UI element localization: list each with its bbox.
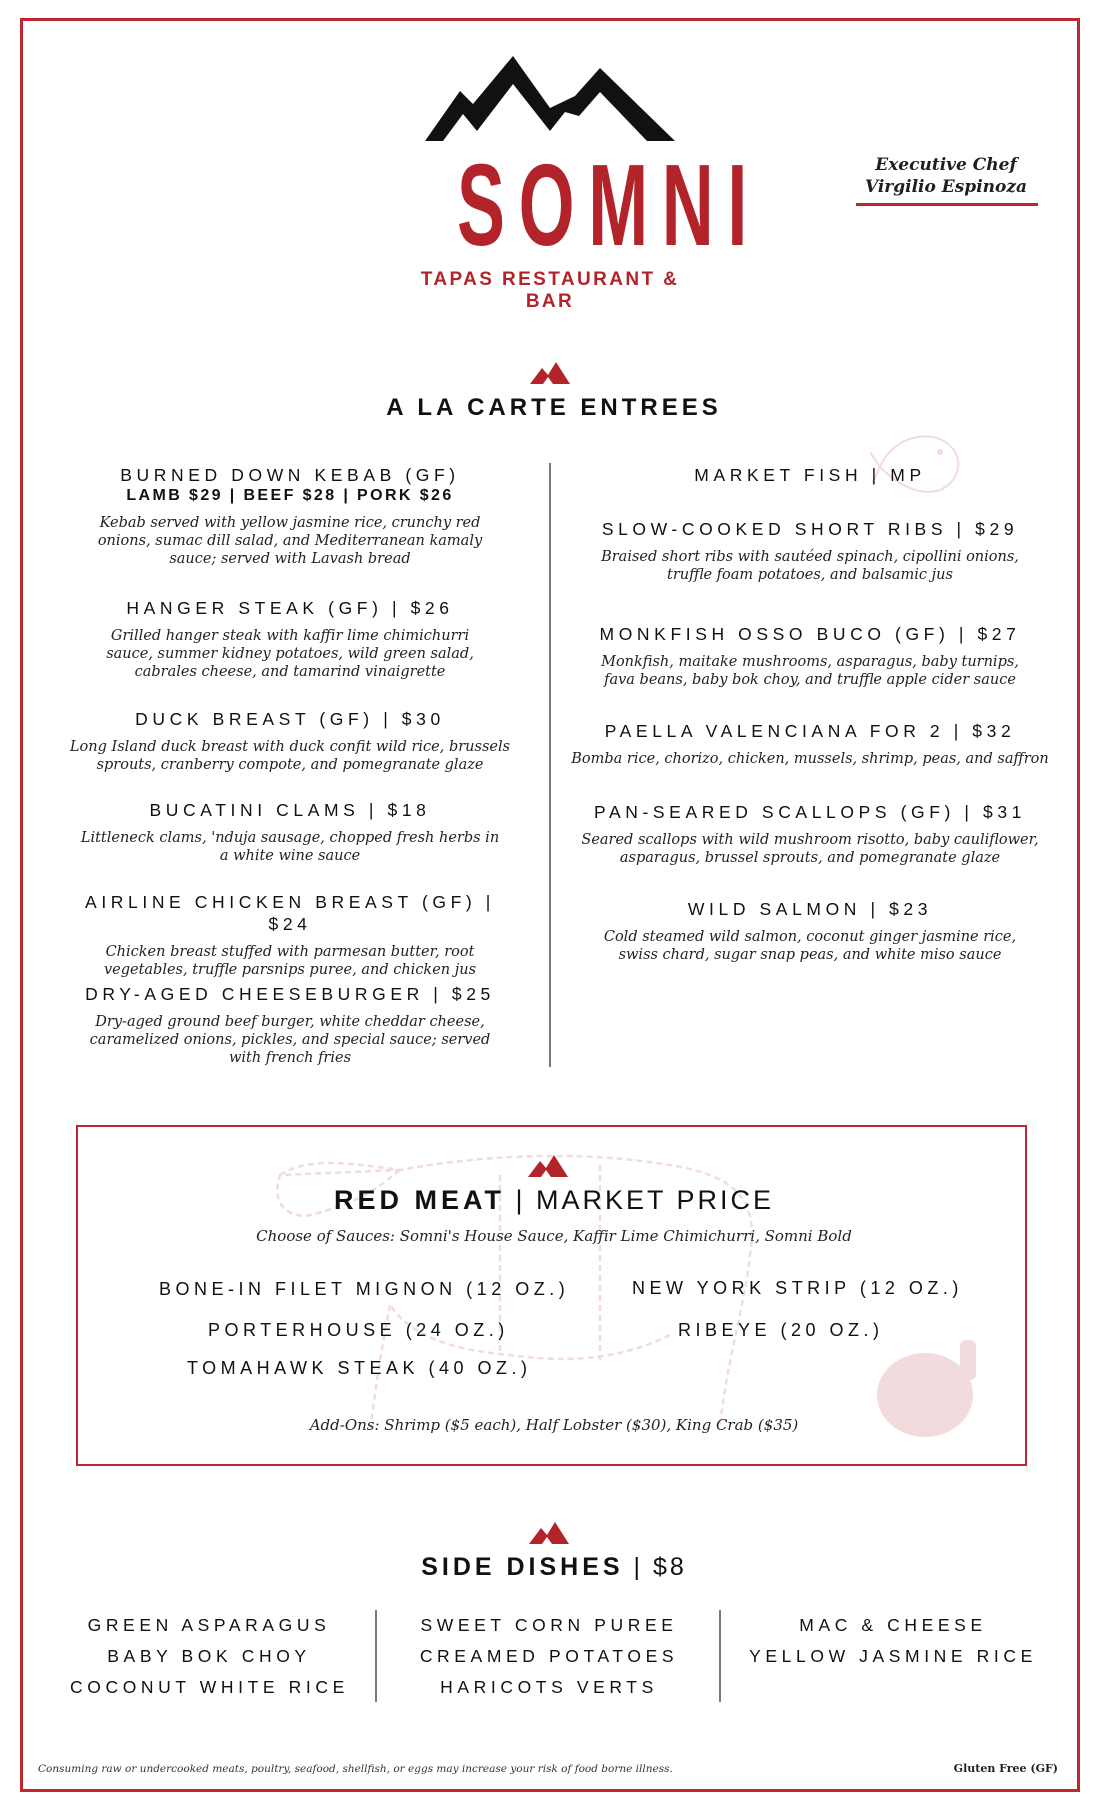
entree-paella-valenciana	[566, 720, 1054, 768]
cut-porterhouse: PORTERHOUSE (24 OZ.)	[208, 1320, 509, 1340]
entree-burned-down-kebab	[72, 464, 508, 568]
entree-name: BUCATINI CLAMS | $18	[149, 800, 431, 820]
side-item: COCONUT WHITE RICE	[70, 1677, 349, 1697]
side-item: YELLOW JASMINE RICE	[749, 1646, 1037, 1666]
entree-monkfish-osso-buco	[580, 623, 1040, 689]
entree-description: Bomba rice, chorizo, chicken, mussels, shrimp, peas, and saffron	[571, 751, 1049, 767]
side-item: MAC & CHEESE	[799, 1615, 987, 1635]
entree-name: DRY-AGED CHEESEBURGER | $25	[85, 984, 495, 1004]
mountain-divider-icon	[530, 362, 570, 384]
chef-title: Executive Chef	[875, 155, 1017, 175]
entrees-column-divider	[549, 463, 551, 1067]
entree-description: Braised short ribs with sautéed spinach, cipollini onions, truffle foam potatoes, and balsamic jus	[601, 549, 1019, 583]
side-item: CREAMED POTATOES	[419, 1646, 679, 1666]
entree-slow-cooked-short-ribs	[580, 518, 1040, 584]
cut-bone-in-filet-mignon: BONE-IN FILET MIGNON (12 OZ.)	[159, 1279, 570, 1299]
side-item: BABY BOK CHOY	[107, 1646, 311, 1666]
entree-name: BURNED DOWN KEBAB (GF)	[120, 465, 460, 485]
side-item: GREEN ASPARAGUS	[87, 1615, 331, 1635]
entree-description: Seared scallops with wild mushroom risotto, baby cauliflower, asparagus, brussel sprouts, and pomegranate glaze	[581, 832, 1039, 866]
side-dishes-title-bold: SIDE DISHES	[421, 1553, 624, 1581]
entree-market-fish	[580, 464, 1040, 486]
side-item: HARICOTS VERTS	[440, 1677, 658, 1697]
entree-description: Long Island duck breast with duck confit wild rice, brussels sprouts, cranberry compote, and pomegranate glaze	[69, 739, 511, 773]
red-meat-title-price: | MARKET PRICE	[515, 1185, 775, 1215]
entree-name: SLOW-COOKED SHORT RIBS | $29	[601, 519, 1019, 539]
chef-name: Virgilio Espinoza	[864, 177, 1028, 197]
sides-column-divider	[375, 1610, 377, 1702]
add-ons: Add-Ons: Shrimp ($5 each), Half Lobster ($30), King Crab ($35)	[309, 1416, 799, 1434]
fish-illustration-icon	[870, 422, 966, 498]
entree-description: Monkfish, maitake mushrooms, asparagus, baby turnips, fava beans, baby bok choy, and truffle apple cider sauce	[601, 654, 1019, 688]
sauce-options: Choose of Sauces: Somni's House Sauce, Kaffir Lime Chimichurri, Somni Bold	[256, 1227, 852, 1245]
sides-column-2	[404, 1610, 694, 1703]
restaurant-logo	[400, 56, 761, 313]
chef-credit	[852, 154, 1040, 198]
red-meat-title	[0, 1185, 1108, 1216]
entree-name: PAELLA VALENCIANA FOR 2 | $32	[604, 721, 1016, 741]
mountain-divider-icon	[528, 1155, 568, 1177]
entree-name: DUCK BREAST (GF) | $30	[135, 709, 445, 729]
entree-name: WILD SALMON | $23	[687, 899, 933, 919]
side-dishes-price: | $8	[633, 1553, 687, 1581]
chef-underline	[856, 203, 1038, 206]
entree-name: AIRLINE CHICKEN BREAST (GF) | $24	[85, 892, 495, 934]
entree-pan-seared-scallops	[580, 801, 1040, 867]
sides-column-1	[70, 1610, 348, 1703]
entree-hanger-steak	[72, 597, 508, 681]
sides-column-divider	[719, 1610, 721, 1702]
mountain-divider-icon	[529, 1522, 569, 1544]
restaurant-subtitle: TAPAS RESTAURANT & BAR	[420, 269, 680, 312]
restaurant-name: SOMNI	[457, 140, 761, 270]
entree-bucatini-clams	[72, 799, 508, 865]
entree-wild-salmon	[580, 898, 1040, 964]
side-dishes-title	[0, 1553, 1108, 1582]
food-safety-disclaimer: Consuming raw or undercooked meats, poultry, seafood, shellfish, or eggs may increase your risk of food borne illness.	[38, 1763, 673, 1775]
entree-description: Kebab served with yellow jasmine rice, crunchy red onions, sumac dill salad, and Mediterranean kamaly sauce; served with Lavash bread	[97, 515, 483, 567]
entree-dry-aged-cheeseburger	[72, 983, 508, 1067]
entree-airline-chicken-breast	[72, 891, 508, 979]
entree-description: Littleneck clams, 'nduja sausage, chopped fresh herbs in a white wine sauce	[80, 830, 500, 864]
mountain-icon	[425, 56, 675, 141]
entree-description: Chicken breast stuffed with parmesan butter, root vegetables, truffle parsnips puree, and chicken jus	[103, 944, 477, 978]
entree-name: PAN-SEARED SCALLOPS (GF) | $31	[593, 802, 1027, 822]
red-meat-title-bold: RED MEAT	[333, 1185, 505, 1215]
side-item: SWEET CORN PUREE	[420, 1615, 678, 1635]
entree-description: Dry-aged ground beef burger, white cheddar cheese, caramelized onions, pickles, and special sauce; served with french fries	[89, 1014, 491, 1066]
entrees-title: A LA CARTE ENTREES	[386, 394, 722, 421]
gluten-free-legend: Gluten Free (GF)	[953, 1762, 1058, 1775]
sides-column-3	[748, 1610, 1038, 1672]
entree-description: Cold steamed wild salmon, coconut ginger jasmine rice, swiss chard, sugar snap peas, and white miso sauce	[603, 929, 1017, 963]
cut-new-york-strip: NEW YORK STRIP (12 OZ.)	[632, 1278, 963, 1298]
entree-duck-breast	[62, 708, 518, 774]
entree-name: HANGER STEAK (GF) | $26	[126, 598, 454, 618]
entree-price-options: LAMB $29 | BEEF $28 | PORK $26	[126, 487, 454, 504]
entree-name: MONKFISH OSSO BUCO (GF) | $27	[599, 624, 1021, 644]
entree-name: MARKET FISH | MP	[694, 465, 926, 485]
cut-tomahawk-steak: TOMAHAWK STEAK (40 OZ.)	[187, 1358, 532, 1378]
cut-ribeye: RIBEYE (20 OZ.)	[678, 1320, 884, 1340]
entree-description: Grilled hanger steak with kaffir lime chimichurri sauce, summer kidney potatoes, wild green salad, cabrales cheese, and tamarind vinaigrette	[106, 628, 474, 680]
